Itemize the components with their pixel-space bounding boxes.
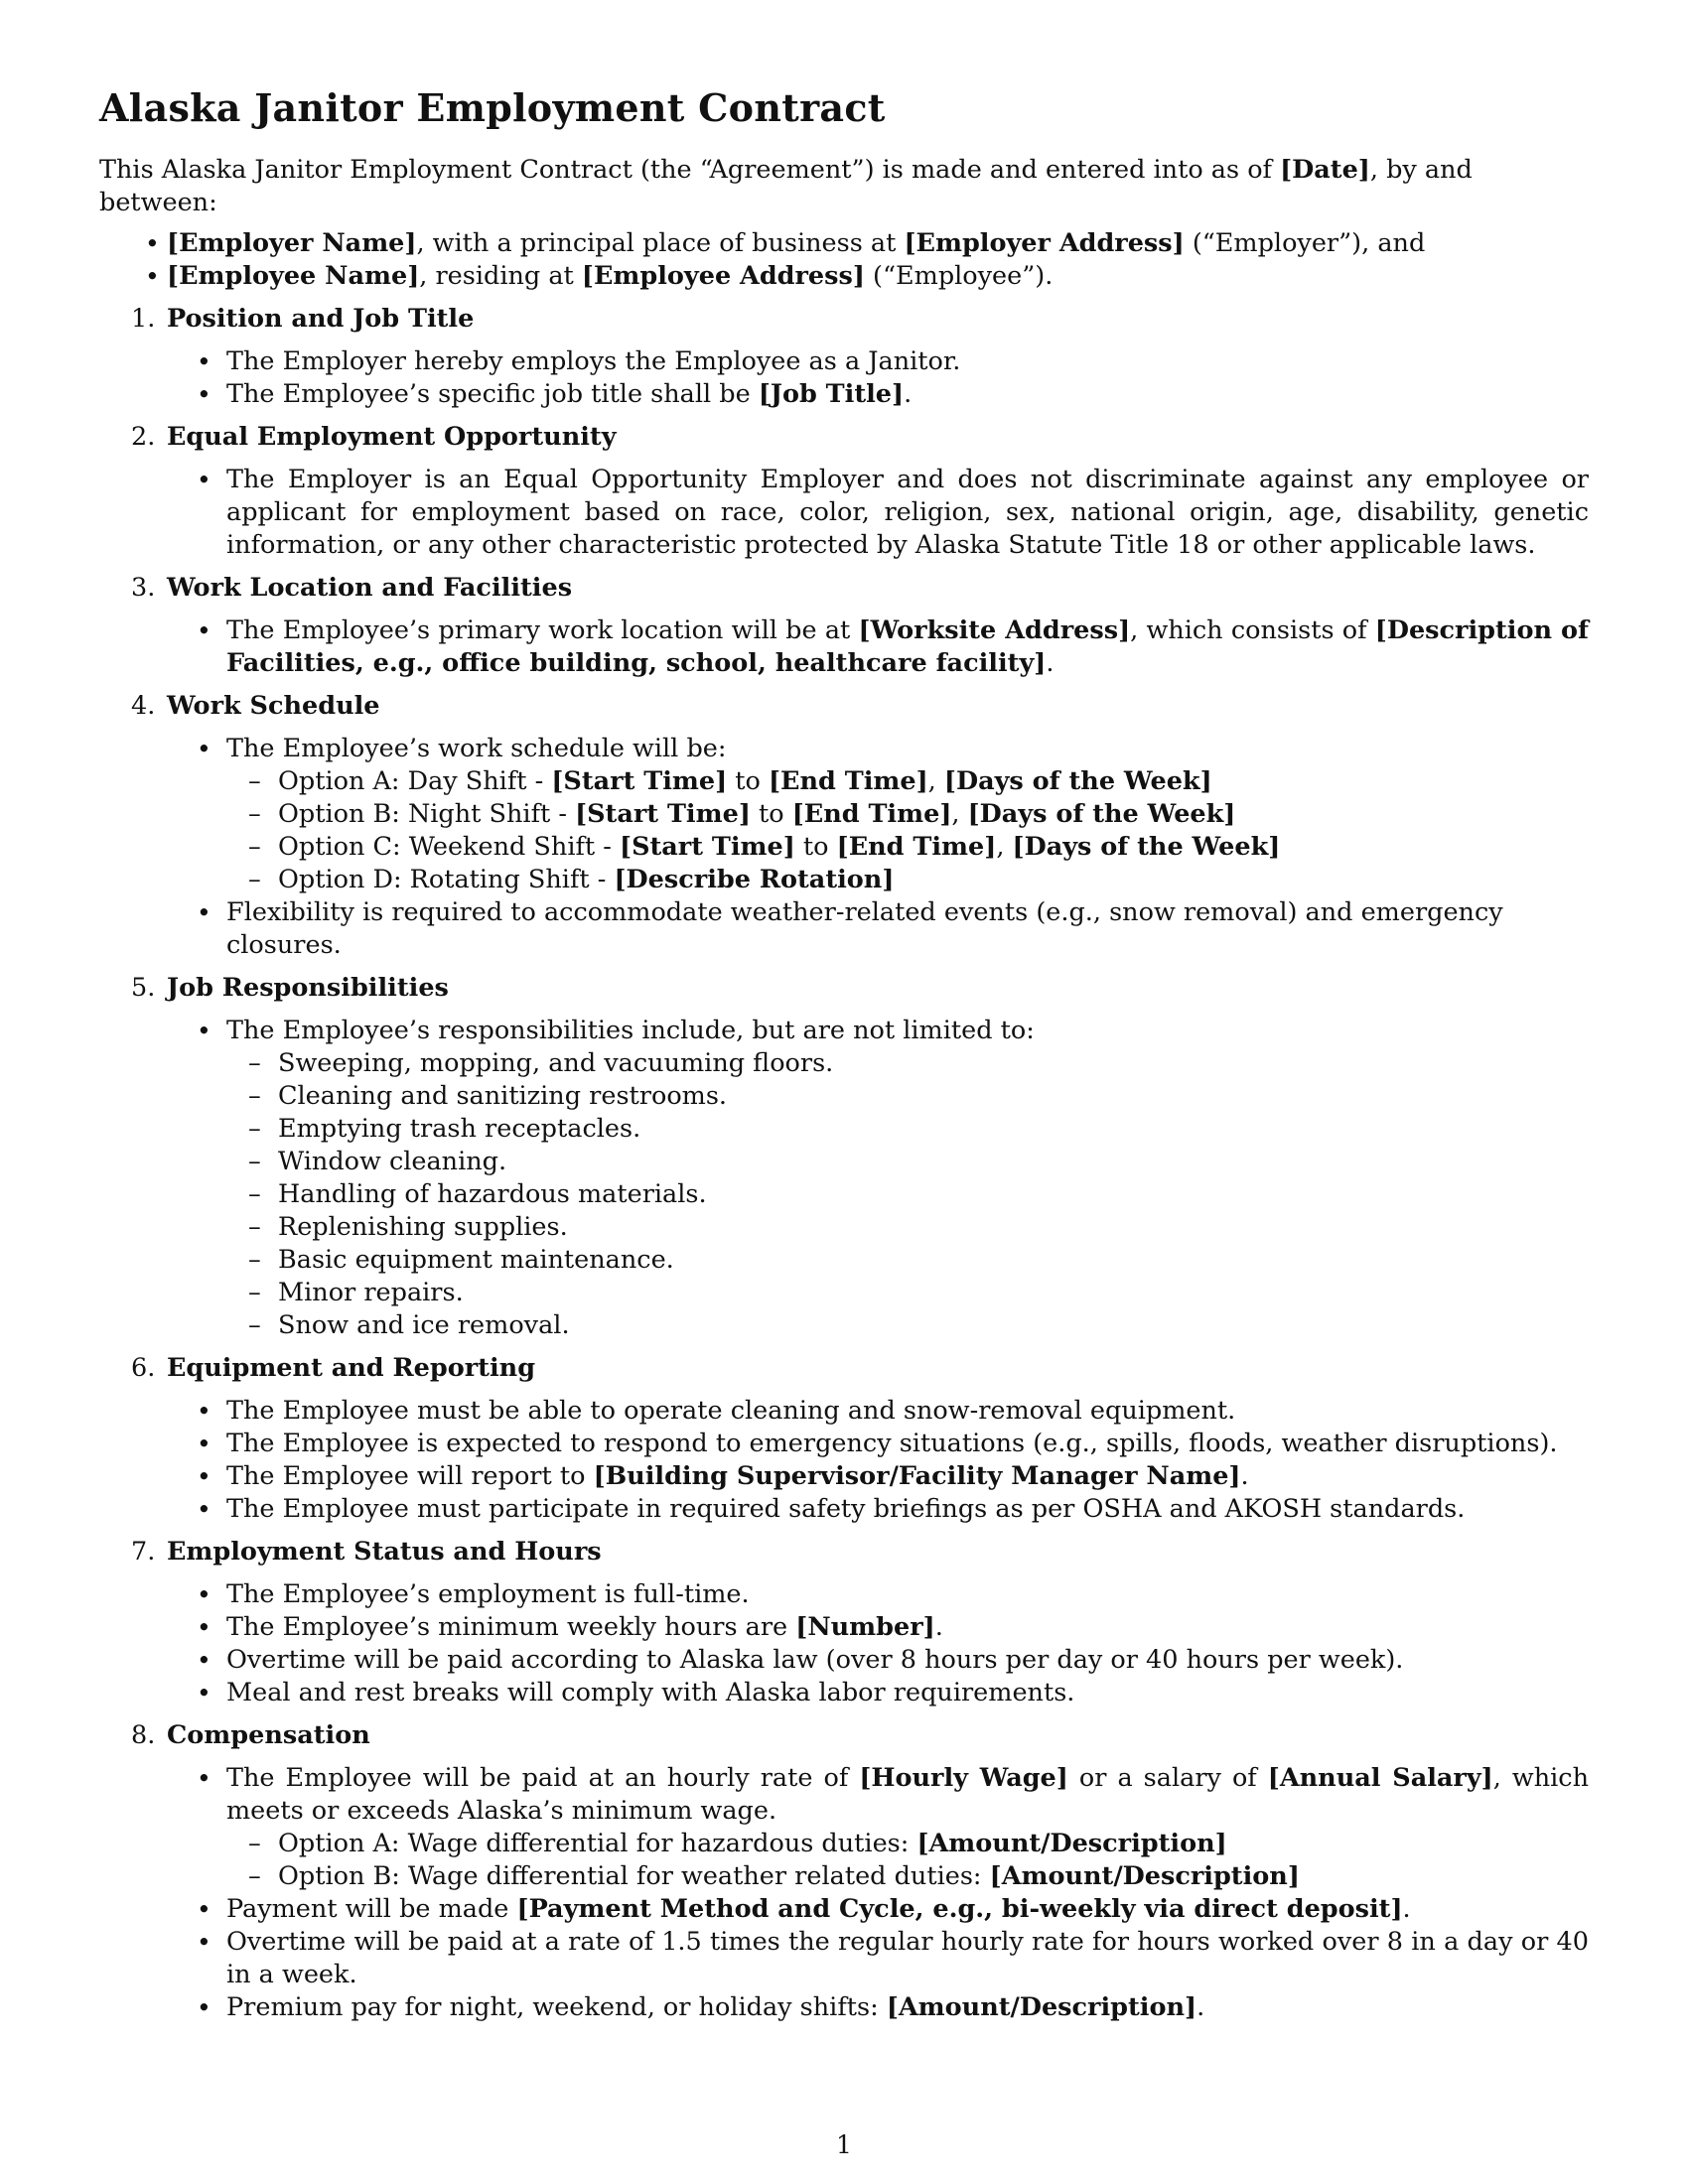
list-item: • The Employee’s employment is full-time. bbox=[197, 1579, 750, 1610]
employer-address-field: [Employer Address] bbox=[904, 228, 1185, 259]
section-heading: 3. Work Location and Facilities bbox=[131, 573, 573, 604]
duty-item: – Handling of hazardous materials. bbox=[248, 1179, 707, 1210]
bullet-icon: • bbox=[197, 466, 211, 495]
bullet-icon: • bbox=[197, 1646, 211, 1676]
bullet-icon: • bbox=[145, 229, 160, 259]
dash-icon: – bbox=[248, 865, 261, 895]
list-item: • The Employer is an Equal Opportunity Employer and does not discriminate against any employee or applicant for employment based on race, color, religion, sex, national origin, age, disability, genetic information, or any other characteristic protected by Alaska Statute Title 18 or other applicable laws. bbox=[197, 465, 1589, 561]
dash-icon: – bbox=[248, 1081, 261, 1112]
bullet-icon: • bbox=[197, 1017, 211, 1046]
list-item: • The Employee must be able to operate cleaning and snow-removal equipment. bbox=[197, 1396, 1236, 1427]
section-equal-opportunity bbox=[99, 421, 1589, 562]
dash-icon: – bbox=[248, 1278, 261, 1308]
list-item: • The Employee’s minimum weekly hours are [Number]. bbox=[197, 1612, 943, 1643]
section-heading: 5. Job Responsibilities bbox=[131, 973, 449, 1004]
bullet-icon: • bbox=[197, 1580, 211, 1610]
dash-icon: – bbox=[248, 1179, 261, 1210]
job-title-field: [Job Title] bbox=[758, 379, 905, 410]
section-heading: 8. Compensation bbox=[131, 1720, 370, 1751]
dash-icon: – bbox=[248, 766, 261, 797]
section-heading: 1. Position and Job Title bbox=[131, 304, 475, 335]
employee-address-field: [Employee Address] bbox=[581, 261, 865, 292]
dash-icon: – bbox=[248, 1114, 261, 1145]
bullet-icon: • bbox=[197, 1462, 211, 1492]
party-employer: • [Employer Name], with a principal place of business at [Employer Address] (“Employer”), and bbox=[145, 228, 1426, 259]
section-heading: 6. Equipment and Reporting bbox=[131, 1353, 536, 1384]
dash-icon: – bbox=[248, 1147, 261, 1177]
dash-icon: – bbox=[248, 1861, 261, 1892]
supervisor-name-field: [Building Supervisor/Facility Manager Name] bbox=[593, 1461, 1241, 1492]
employer-name-field: [Employer Name] bbox=[167, 228, 417, 259]
duty-item: – Sweeping, mopping, and vacuuming floors. bbox=[248, 1048, 834, 1079]
section-work-location bbox=[99, 572, 1589, 680]
list-item: • The Employee must participate in required safety briefings as per OSHA and AKOSH standards. bbox=[197, 1494, 1466, 1525]
bullet-icon: • bbox=[197, 380, 211, 410]
section-status-hours bbox=[99, 1536, 1589, 1709]
weekly-hours-field: [Number] bbox=[795, 1612, 935, 1643]
list-item: • The Employee’s primary work location will be at [Worksite Address], which consists of [Description of Facilities, e.g., office building, school, healthcare facility]. bbox=[197, 615, 1589, 679]
schedule-option-c: – Option C: Weekend Shift - [Start Time] to [End Time], [Days of the Week] bbox=[248, 832, 1281, 863]
premium-pay-field: [Amount/Description] bbox=[886, 1992, 1197, 2023]
list-item: • The Employee’s specific job title shall be [Job Title]. bbox=[197, 379, 913, 410]
schedule-option-a: – Option A: Day Shift - [Start Time] to [End Time], [Days of the Week] bbox=[248, 766, 1212, 797]
dash-icon: – bbox=[248, 1310, 261, 1341]
bullet-icon: • bbox=[197, 1764, 211, 1794]
bullet-icon: • bbox=[197, 1895, 211, 1925]
list-item: • Overtime will be paid according to Alaska law (over 8 hours per day or 40 hours per week). bbox=[197, 1645, 1404, 1676]
worksite-address-field: [Worksite Address] bbox=[858, 615, 1131, 646]
list-item: • The Employee will report to [Building Supervisor/Facility Manager Name]. bbox=[197, 1461, 1249, 1492]
duty-item: – Snow and ice removal. bbox=[248, 1310, 570, 1341]
bullet-icon: • bbox=[197, 735, 211, 764]
dash-icon: – bbox=[248, 1245, 261, 1276]
document-title: Alaska Janitor Employment Contract bbox=[99, 85, 886, 130]
duty-item: – Minor repairs. bbox=[248, 1278, 464, 1308]
bullet-icon: • bbox=[197, 1613, 211, 1643]
bullet-icon: • bbox=[197, 1993, 211, 2023]
annual-salary-field: [Annual Salary] bbox=[1267, 1763, 1493, 1794]
section-responsibilities bbox=[99, 972, 1589, 1342]
section-heading: 2. Equal Employment Opportunity bbox=[131, 422, 617, 453]
wage-option-a: – Option A: Wage differential for hazardous duties: [Amount/Description] bbox=[248, 1829, 1227, 1859]
bullet-icon: • bbox=[197, 1430, 211, 1459]
wage-option-b: – Option B: Wage differential for weather related duties: [Amount/Description] bbox=[248, 1861, 1300, 1892]
list-item: • Premium pay for night, weekend, or holiday shifts: [Amount/Description]. bbox=[197, 1992, 1205, 2023]
bullet-icon: • bbox=[197, 1928, 211, 1958]
bullet-icon: • bbox=[197, 1397, 211, 1427]
dash-icon: – bbox=[248, 799, 261, 830]
bullet-icon: • bbox=[145, 262, 160, 292]
list-item: • Flexibility is required to accommodate weather-related events (e.g., snow removal) and emergency closures. bbox=[197, 897, 1503, 961]
hourly-wage-field: [Hourly Wage] bbox=[859, 1763, 1068, 1794]
duty-item: – Window cleaning. bbox=[248, 1147, 507, 1177]
bullet-icon: • bbox=[197, 347, 211, 377]
duty-item: – Emptying trash receptacles. bbox=[248, 1114, 641, 1145]
section-heading: 4. Work Schedule bbox=[131, 691, 380, 722]
schedule-option-d: – Option D: Rotating Shift - [Describe Rotation] bbox=[248, 865, 895, 895]
duty-item: – Replenishing supplies. bbox=[248, 1212, 568, 1243]
document-page bbox=[99, 83, 1589, 2024]
duty-item: – Basic equipment maintenance. bbox=[248, 1245, 674, 1276]
list-item: • Payment will be made [Payment Method and Cycle, e.g., bi-weekly via direct deposit]. bbox=[197, 1894, 1411, 1925]
list-item: • The Employee will be paid at an hourly rate of [Hourly Wage] or a salary of [Annual Salary], which meets or exceeds Alaska’s minimum wage. – Option A: Wage differential for hazardous duties: [Amount/Description] – Option B: Wage differential for weather related duties: [Amount/Description] bbox=[99, 1762, 1589, 1893]
list-item: • Meal and rest breaks will comply with Alaska labor requirements. bbox=[197, 1678, 1075, 1708]
facility-description-field: [Description of Facilities, e.g., office building, school, healthcare facility] bbox=[226, 615, 1589, 679]
date-field: [Date] bbox=[1280, 155, 1370, 186]
section-work-schedule bbox=[99, 690, 1589, 962]
list-item: • The Employee’s responsibilities include, but are not limited to: – Sweeping, mopping, and vacuuming floors. – Cleaning and sanitizing restrooms. – Emptying trash receptacles. – Window cleaning. – Handling of hazardous materials. – Replenishing supplies. – Basic equipment maintenance. – Minor repairs. – Snow and ice removal. bbox=[99, 1015, 1589, 1342]
list-item: • The Employee’s work schedule will be: – Option A: Day Shift - [Start Time] to [End Time], [Days of the Week] – Option B: Night Shift - [Start Time] to [End Time], [Days of the Week] – Option C: Weekend Shift - [Start Time] to [End Time], [Days of the Week] – Option D: Rotating Shift - [Describe Rotation] bbox=[99, 733, 1589, 896]
payment-method-field: [Payment Method and Cycle, e.g., bi-weekly via direct deposit] bbox=[516, 1894, 1403, 1925]
section-heading: 7. Employment Status and Hours bbox=[131, 1537, 602, 1568]
parties-list bbox=[99, 227, 1589, 293]
duty-item: – Cleaning and sanitizing restrooms. bbox=[248, 1081, 728, 1112]
bullet-icon: • bbox=[197, 616, 211, 646]
list-item: • The Employer hereby employs the Employee as a Janitor. bbox=[197, 346, 961, 377]
dash-icon: – bbox=[248, 1829, 261, 1859]
section-position bbox=[99, 303, 1589, 411]
dash-icon: – bbox=[248, 832, 261, 863]
employee-name-field: [Employee Name] bbox=[167, 261, 420, 292]
section-compensation bbox=[99, 1719, 1589, 2024]
page-number: 1 bbox=[836, 2130, 852, 2159]
schedule-option-b: – Option B: Night Shift - [Start Time] to [End Time], [Days of the Week] bbox=[248, 799, 1236, 830]
bullet-icon: • bbox=[197, 1679, 211, 1708]
party-employee: • [Employee Name], residing at [Employee Address] (“Employee”). bbox=[145, 261, 1054, 292]
intro-paragraph: This Alaska Janitor Employment Contract (the “Agreement”) is made and entered into as of [Date], by and between: bbox=[99, 155, 1473, 218]
section-equipment bbox=[99, 1352, 1589, 1526]
list-item: • The Employee is expected to respond to emergency situations (e.g., spills, floods, weather disruptions). bbox=[197, 1429, 1558, 1459]
dash-icon: – bbox=[248, 1048, 261, 1079]
dash-icon: – bbox=[248, 1212, 261, 1243]
bullet-icon: • bbox=[197, 898, 211, 928]
list-item: • Overtime will be paid at a rate of 1.5 times the regular hourly rate for hours worked over 8 in a day or 40 in a week. bbox=[197, 1927, 1589, 1990]
bullet-icon: • bbox=[197, 1495, 211, 1525]
